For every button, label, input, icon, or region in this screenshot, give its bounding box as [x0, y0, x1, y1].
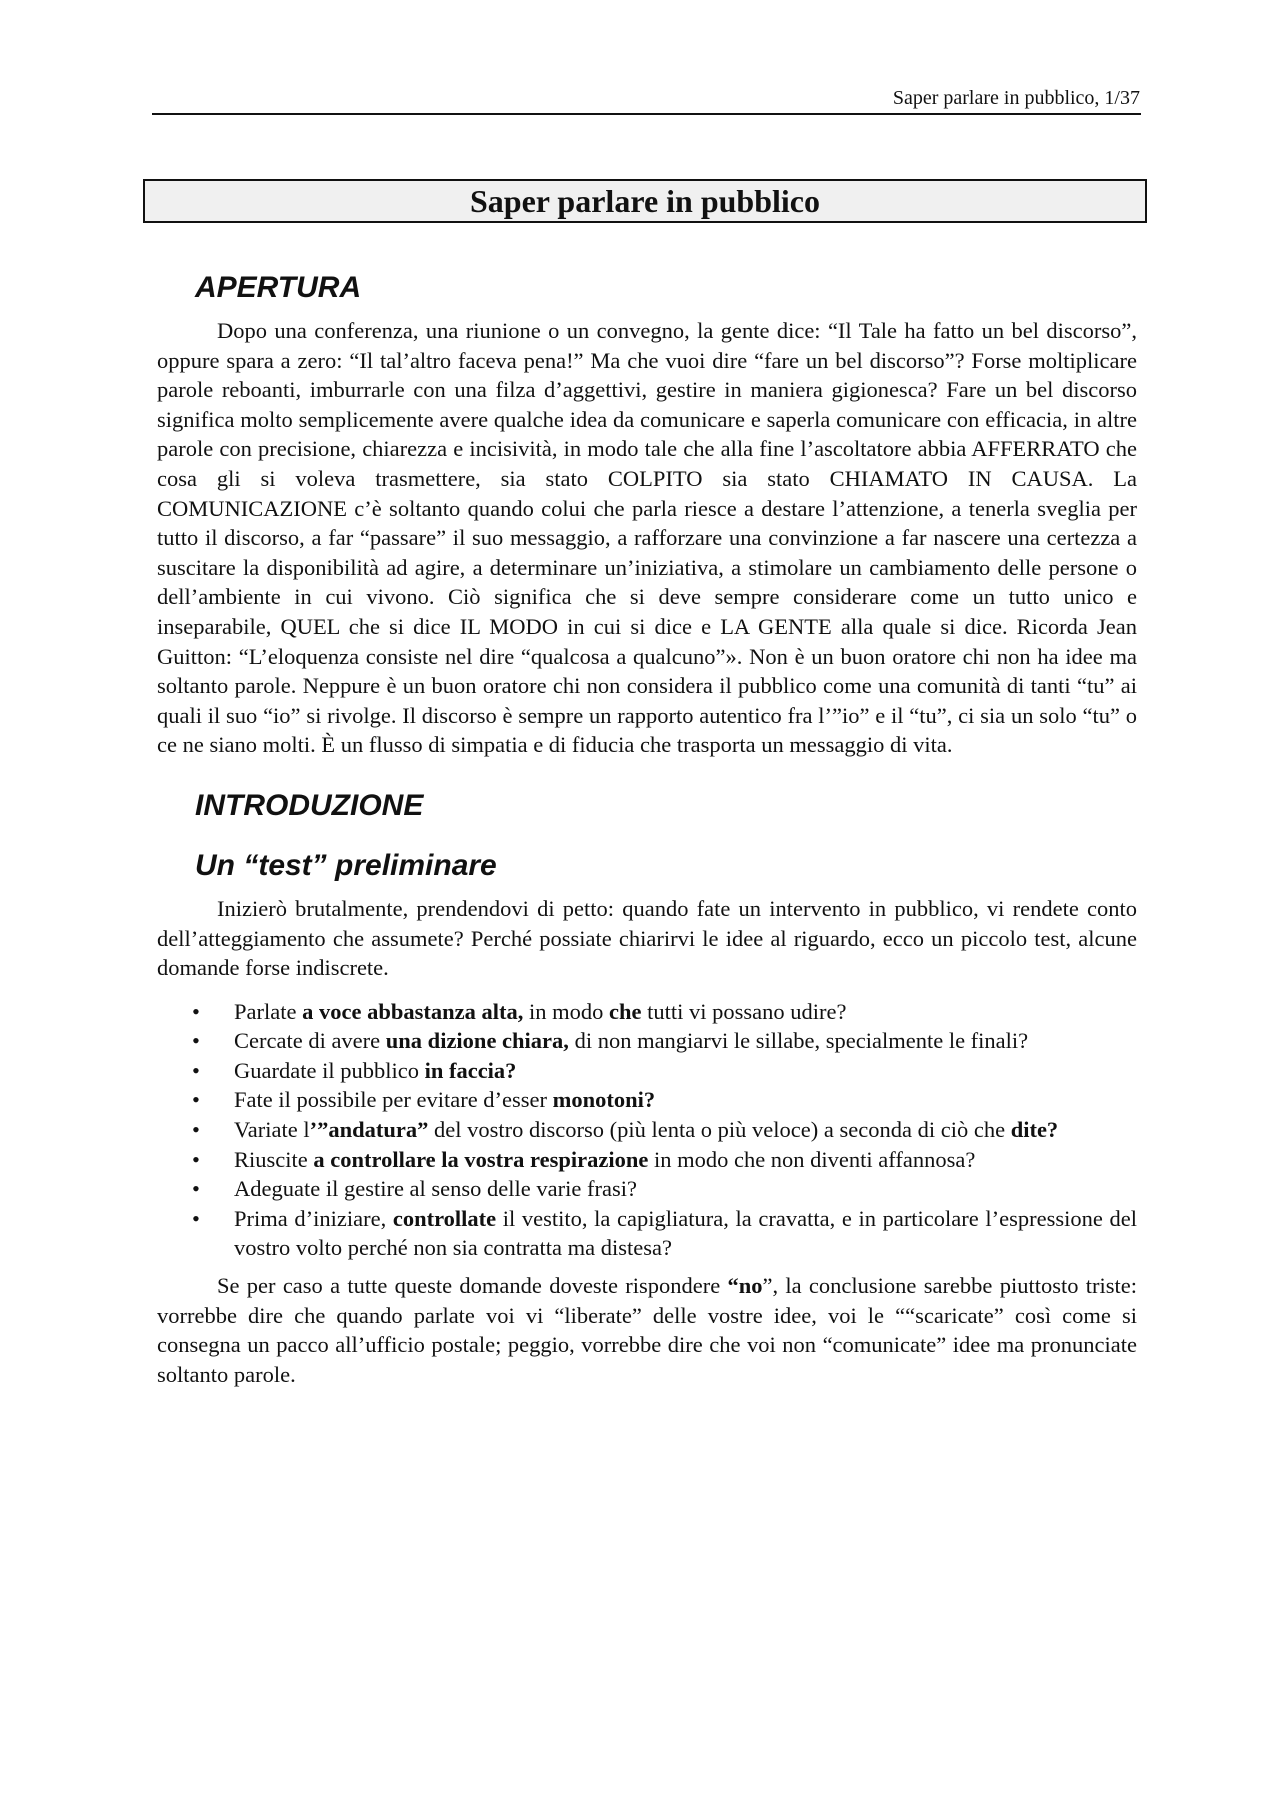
bullet-icon: •: [192, 998, 200, 1024]
section-heading-introduzione: INTRODUZIONE: [195, 788, 424, 822]
list-item: • Riuscite a controllare la vostra respirazione in modo che non diventi affannosa?: [157, 1145, 1137, 1175]
list-item: • Cercate di avere una dizione chiara, di non mangiarvi le sillabe, specialmente le finali?: [157, 1026, 1137, 1056]
apertura-paragraph: Dopo una conferenza, una riunione o un convegno, la gente dice: “Il Tale ha fatto un bel discorso”, oppure spara a zero: “Il tal’altro faceva pena!” Ma che vuoi dire “fare un bel discorso”? Forse moltiplicare parole reboanti, imburrarle con una filza d’aggettivi, gestire in maniera gigionesca? Fare un bel discorso significa molto semplicemente avere qualche idea da comunicare e saperla comunicare con efficacia, in altre parole con precisione, chiarezza e incisività, in modo tale che alla fine l’ascoltatore abbia AFFERRATO che cosa gli si voleva trasmettere, sia stato COLPITO sia stato CHIAMATO IN CAUSA. La COMUNICAZIONE c’è soltanto quando colui che parla riesce a destare l’attenzione, a tenerla sveglia per tutto il discorso, a far “passare” il suo messaggio, a rafforzare una convinzione a far nascere una certezza a suscitare la disponibilità ad agire, a determinare un’iniziativa, a stimolare un cambiamento delle persone o dell’ambiente in cui vivono. Ciò significa che si deve sempre considerare come un tutto unico e inseparabile, QUEL che si dice IL MODO in cui si dice e LA GENTE alla quale si dice. Ricorda Jean Guitton: “L’eloquenza consiste nel dire “qualcosa a qualcuno”». Non è un buon oratore chi non ha idee ma soltanto parole. Neppure è un buon oratore chi non considera il pubblico come una comunità di tanti “tu” ai quali il suo “io” si rivolge. Il discorso è sempre un rapporto autentico fra l’”io” e il “tu”, ci sia un solo “tu” o ce ne siano molti. È un flusso di simpatia e di fiducia che trasporta un messaggio di vita.: [157, 318, 1137, 758]
bullet-icon: •: [192, 1057, 200, 1083]
title-box: [143, 179, 1147, 223]
list-item: • Prima d’iniziare, controllate il vestito, la capigliatura, la cravatta, e in particolare l’espressione del vostro volto perché non sia contratta ma distesa?: [192, 1205, 1137, 1261]
bullet-icon: •: [192, 1087, 200, 1113]
bullet-icon: •: [192, 1028, 200, 1054]
closing-paragraph: Se per caso a tutte queste domande doveste rispondere “no”, la conclusione sarebbe piuttosto triste: vorrebbe dire che quando parlate voi vi “liberate” delle vostre idee, voi le ““scaricate” così come si consegna un pacco all’ufficio postale; peggio, vorrebbe dire che voi non “comunicate” idee ma pronunciate soltanto parole.: [157, 1273, 1137, 1387]
list-item: • Fate il possibile per evitare d’esser monotoni?: [157, 1085, 1137, 1115]
list-item: • Variate l’”andatura” del vostro discorso (più lenta o più veloce) a seconda di ciò che dite?: [157, 1115, 1137, 1145]
subsection-heading-test: Un “test” preliminare: [195, 848, 497, 882]
running-header: Saper parlare in pubblico, 1/37: [892, 87, 1140, 109]
list-item: • Adeguate il gestire al senso delle varie frasi?: [157, 1174, 1137, 1204]
bullet-icon: •: [192, 1117, 200, 1143]
section-heading-apertura: APERTURA: [195, 271, 362, 304]
header-rule: [152, 113, 1141, 115]
list-item: • Guardate il pubblico in faccia?: [157, 1056, 1137, 1086]
document-title: Saper parlare in pubblico: [470, 182, 820, 219]
bullet-icon: •: [192, 1146, 200, 1172]
intro-paragraph: Inizierò brutalmente, prendendovi di petto: quando fate un intervento in pubblico, vi rendete conto dell’atteggiamento che assumete? Perché possiate chiarirvi le idee al riguardo, ecco un piccolo test, alcune domande forse indiscrete.: [157, 895, 1137, 981]
questions-list: [157, 997, 1137, 1263]
bullet-icon: •: [192, 1205, 200, 1231]
list-item: • Parlate a voce abbastanza alta, in modo che tutti vi possano udire?: [157, 997, 1137, 1027]
bullet-icon: •: [192, 1176, 200, 1202]
document-body: [157, 270, 1137, 1389]
